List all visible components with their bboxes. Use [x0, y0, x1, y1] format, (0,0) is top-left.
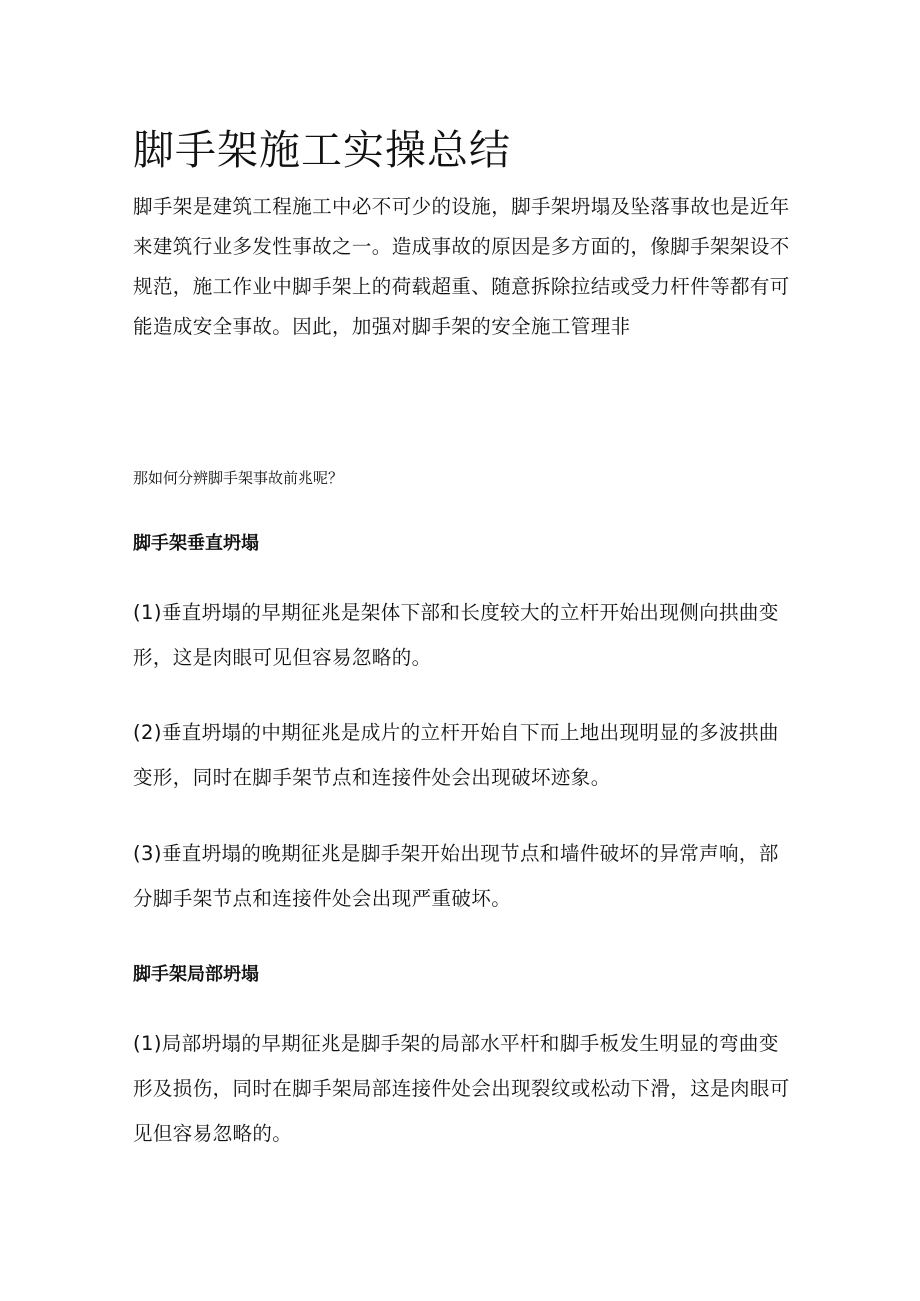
list-item: (2)垂直坍塌的中期征兆是成片的立杆开始自下而上地出现明显的多波拱曲变形，同时在脚手架节点和连接件处会出现破坏迹象。 — [133, 721, 779, 789]
intro-paragraph: 脚手架是建筑工程施工中必不可少的设施，脚手架坍塌及坠落事故也是近年来建筑行业多发性事故之一。造成事故的原因是多方面的，像脚手架架设不规范，施工作业中脚手架上的荷载超重、随意拆除拉结或受力杆件等都有可能造成安全事故。因此，加强对脚手架的安全施工管理非 — [133, 195, 790, 338]
section-heading-local-collapse: 脚手架局部坍塌 — [133, 964, 259, 985]
list-item: (1)局部坍塌的早期征兆是脚手架的局部水平杆和脚手板发生明显的弯曲变形及损伤，同时在脚手架局部连接件处会出现裂纹或松动下滑，这是肉眼可见但容易忽略的。 — [133, 1032, 790, 1145]
question-line: 那如何分辨脚手架事故前兆呢？ — [133, 469, 344, 487]
document-title: 脚手架施工实操总结 — [133, 126, 511, 174]
section-heading-vertical-collapse: 脚手架垂直坍塌 — [133, 533, 259, 554]
list-item: (3)垂直坍塌的晚期征兆是脚手架开始出现节点和墙件破坏的异常声响，部分脚手架节点和连接件处会出现严重破坏。 — [133, 842, 779, 910]
list-item: (1)垂直坍塌的早期征兆是架体下部和长度较大的立杆开始出现侧向拱曲变形，这是肉眼可见但容易忽略的。 — [133, 601, 779, 669]
